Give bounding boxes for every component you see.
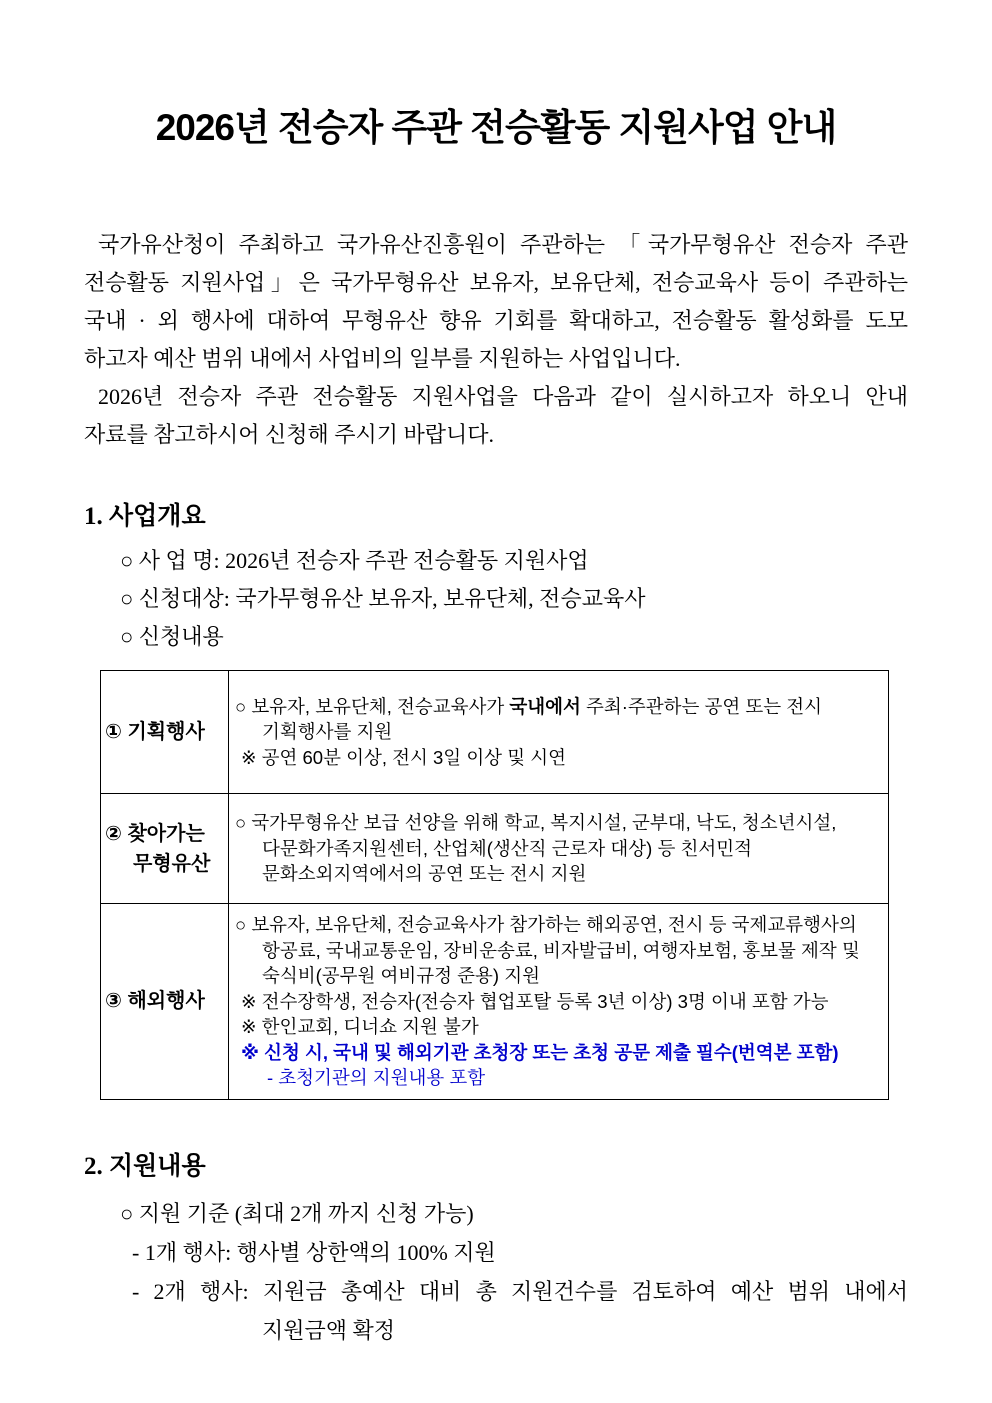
text-run: 숙식비(공무원 여비규정 준용) 지원 [262, 965, 540, 986]
text-line: 국가유산청이 주최하고 국가유산진흥원이 주관하는 「국가무형유산 전승자 주관 [98, 232, 908, 257]
intro-paragraphs [84, 226, 908, 454]
table-content-line [233, 1014, 884, 1040]
text-line: 국내 · 외 행사에 대하여 무형유산 향유 기회를 확대하고, 전승활동 활성화를 도모 [84, 308, 908, 333]
table-content-line [233, 1065, 884, 1091]
text-run: 문화소외지역에서의 공연 또는 전시 지원 [262, 863, 587, 885]
text-run: ※ 신청 시, 국내 및 해외기관 초청장 또는 초청 공문 제출 필수(번역본 포함) [241, 1041, 839, 1063]
text-run: ○ 보유자, 보유단체, 전승교육사가 [235, 695, 510, 717]
list-item: - 2개 행사: 지원금 총예산 대비 총 지원건수를 검토하여 예산 범위 내에서 [132, 1278, 908, 1304]
text-run: ※ 전수장학생, 전승자(전승자 협업포탈 등록 3년 이상) 3명 이내 포함 가능 [241, 990, 829, 1012]
table-row-content [229, 904, 889, 1100]
list-item: ○ 신청대상: 국가무형유산 보유자, 보유단체, 전승교육사 [120, 586, 646, 611]
section-2-list [84, 1194, 908, 1350]
list-item: 지원금액 확정 [262, 1317, 396, 1343]
list-item: ○ 사 업 명: 2026년 전승자 주관 전승활동 지원사업 [120, 548, 589, 573]
table-row-label [101, 794, 229, 904]
table-content-line [233, 989, 884, 1015]
text-run: ※ 공연 60분 이상, 전시 3일 이상 및 시연 [241, 746, 566, 768]
section-2-heading: 2. 지원내용 [84, 1152, 206, 1180]
table-content-line [233, 963, 884, 989]
intro-paragraph [84, 378, 908, 454]
document-title: 2026년 전승자 주관 전승활동 지원사업 안내 [155, 107, 837, 148]
table-content-line [233, 836, 884, 862]
text-line: 2026년 전승자 주관 전승활동 지원사업을 다음과 같이 실시하고자 하오니 안내 [98, 384, 908, 409]
table-row-label-line: ② 찾아가는 [105, 822, 205, 845]
list-item: ○ 신청내용 [120, 624, 224, 649]
text-run: - 초청기관의 지원내용 포함 [267, 1067, 486, 1088]
section-1-list [84, 542, 908, 656]
table-row-label [101, 671, 229, 794]
table-content-line [233, 719, 884, 745]
table-row [101, 671, 889, 794]
text-line: 자료를 참고하시어 신청해 주시기 바랍니다. [84, 422, 495, 447]
table-row-label-line: 무형유산 [133, 852, 211, 875]
table-content-line [233, 912, 884, 938]
text-run: ○ 국가무형유산 보급 선양을 위해 학교, 복지시설, 군부대, 낙도, 청소년시설, [235, 812, 837, 834]
application-content-table [100, 670, 889, 1100]
table-content-line [233, 694, 884, 720]
emphasized-text: 국내에서 [509, 695, 581, 717]
text-run: 항공료, 국내교통운임, 장비운송료, 비자발급비, 여행자보험, 홍보물 제작 및 [262, 939, 860, 961]
table-content-line [233, 861, 884, 887]
list-item: ○ 지원 기준 (최대 2개 까지 신청 가능) [120, 1200, 474, 1226]
intro-paragraph [84, 226, 908, 378]
text-run: ※ 한인교회, 디너쇼 지원 불가 [241, 1016, 479, 1037]
text-line: 전승활동 지원사업」은 국가무형유산 보유자, 보유단체, 전승교육사 등이 주관하는 [84, 270, 908, 295]
table-row [101, 904, 889, 1100]
table-content-line [233, 745, 884, 771]
text-run: 기획행사를 지원 [262, 721, 393, 743]
list-item: - 1개 행사: 행사별 상한액의 100% 지원 [132, 1239, 496, 1265]
table-content-line [233, 1040, 884, 1066]
table-row-content [229, 671, 889, 794]
table-row [101, 794, 889, 904]
table-content-line [233, 810, 884, 836]
table-row-label-line: ③ 해외행사 [105, 990, 205, 1013]
section-1-heading: 1. 사업개요 [84, 503, 206, 530]
table-content-line [233, 938, 884, 964]
text-run: 다문화가족지원센터, 산업체(생산직 근로자 대상) 등 친서민적 [262, 837, 752, 859]
table-row-label-line: ① 기획행사 [105, 721, 205, 743]
table-row-label [101, 904, 229, 1100]
table-row-content [229, 794, 889, 904]
text-run: 주최·주관하는 공연 또는 전시 [580, 695, 823, 717]
text-run: ○ 보유자, 보유단체, 전승교육사가 참가하는 해외공연, 전시 등 국제교류행사의 [235, 914, 857, 935]
text-line: 하고자 예산 범위 내에서 사업비의 일부를 지원하는 사업입니다. [84, 346, 681, 371]
